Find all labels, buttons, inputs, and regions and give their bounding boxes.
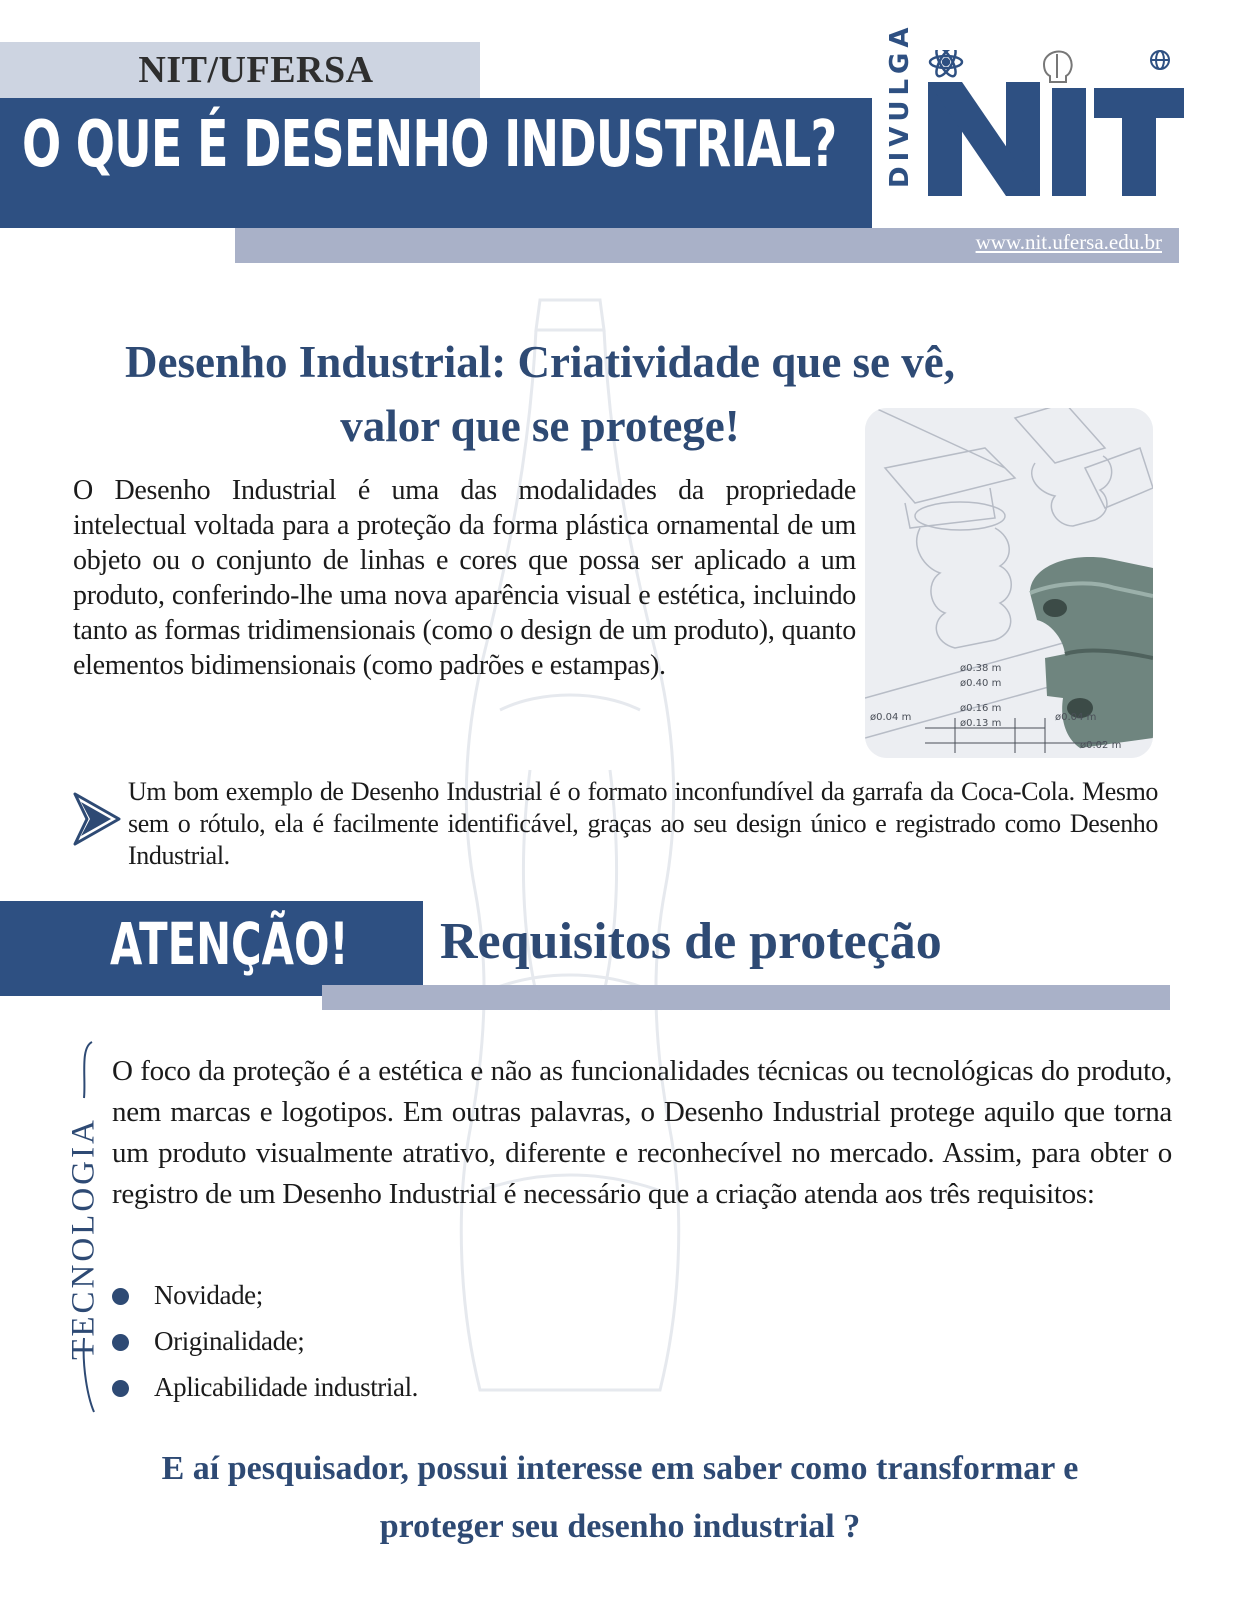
dim-label: ø0.16 m [960, 703, 1002, 714]
call-to-action [60, 1440, 1180, 1556]
section-title: Requisitos de proteção [440, 913, 942, 970]
globe-icon [1151, 51, 1169, 69]
nit-logo [928, 50, 1188, 200]
list-item-text: Originalidade; [154, 1326, 305, 1356]
header-org: NIT/UFERSA [138, 49, 374, 91]
intro-paragraph: O Desenho Industrial é uma das modalidades da propriedade intelectual voltada para a proteção da forma plástica ornamental de um objeto ou o conjunto de linhas e cores que possa ser aplicado a um produto, conferindo-lhe uma nova aparência visual e estética, incluindo tanto as formas tridimensionais (como o design de um produto), quanto elementos bidimensionais (como padrões e estampas). [73, 475, 856, 681]
page-title: O QUE É DESENHO INDUSTRIAL? [22, 108, 837, 182]
side-label-text: TECNOLOGIA [65, 1117, 102, 1360]
logo-divulga [873, 22, 925, 200]
list-item-text: Aplicabilidade industrial. [154, 1372, 419, 1402]
dim-label: ø0.38 m [960, 663, 1002, 674]
requirements-list [112, 1272, 712, 1410]
side-label [65, 1117, 102, 1360]
atom-icon [930, 50, 962, 79]
main-heading-line2: valor que se protege! [340, 401, 740, 451]
attention-label: ATENÇÃO! [110, 910, 349, 978]
list-item [112, 1272, 712, 1318]
brain-head-icon [1044, 51, 1072, 82]
bullet-icon [112, 1380, 129, 1397]
attention-stripe [322, 985, 1170, 1010]
list-item-text: Novidade; [154, 1280, 263, 1310]
dim-label: ø0.13 m [960, 718, 1002, 729]
technical-drawing-image [865, 408, 1153, 758]
dim-label: ø0.02 m [1080, 740, 1122, 751]
dim-label: ø0.04 m [870, 712, 912, 723]
nit-letters [928, 82, 1184, 196]
bullet-icon [112, 1288, 129, 1305]
cta-line2: proteger seu desenho industrial ? [379, 1508, 861, 1545]
dim-label: ø0.40 m [960, 678, 1002, 689]
bullet-icon [112, 1334, 129, 1351]
main-heading-line1: Desenho Industrial: Criatividade que se vê, [124, 337, 956, 387]
dim-label: ø0.04 m [1055, 712, 1097, 723]
technical-drawing-illustration [865, 408, 1153, 758]
arrow-right-icon [73, 792, 121, 846]
list-item [112, 1364, 712, 1410]
example-paragraph: Um bom exemplo de Desenho Industrial é o formato inconfundível da garrafa da Coca-Cola. Mesmo sem o rótulo, ela é facilmente identificável, graças ao seu design único e registrado como Desenho Industrial. [128, 777, 1158, 870]
cta-line1: E aí pesquisador, possui interesse em saber como transformar e [161, 1450, 1079, 1487]
website-link[interactable]: www.nit.ufersa.edu.br [975, 230, 1162, 254]
requirements-paragraph: O foco da proteção é a estética e não as funcionalidades técnicas ou tecnológicas do produto, nem marcas e logotipos. Em outras palavras, o Desenho Industrial protege aquilo que torna um produto visualmente atrativo, diferente e reconhecível no mercado. Assim, para obter o registro de um Desenho Industrial é necessário que a criação atenda aos três requisitos: [112, 1055, 1172, 1210]
logo-divulga-text: DIVULGA [885, 22, 915, 188]
list-item [112, 1318, 712, 1364]
